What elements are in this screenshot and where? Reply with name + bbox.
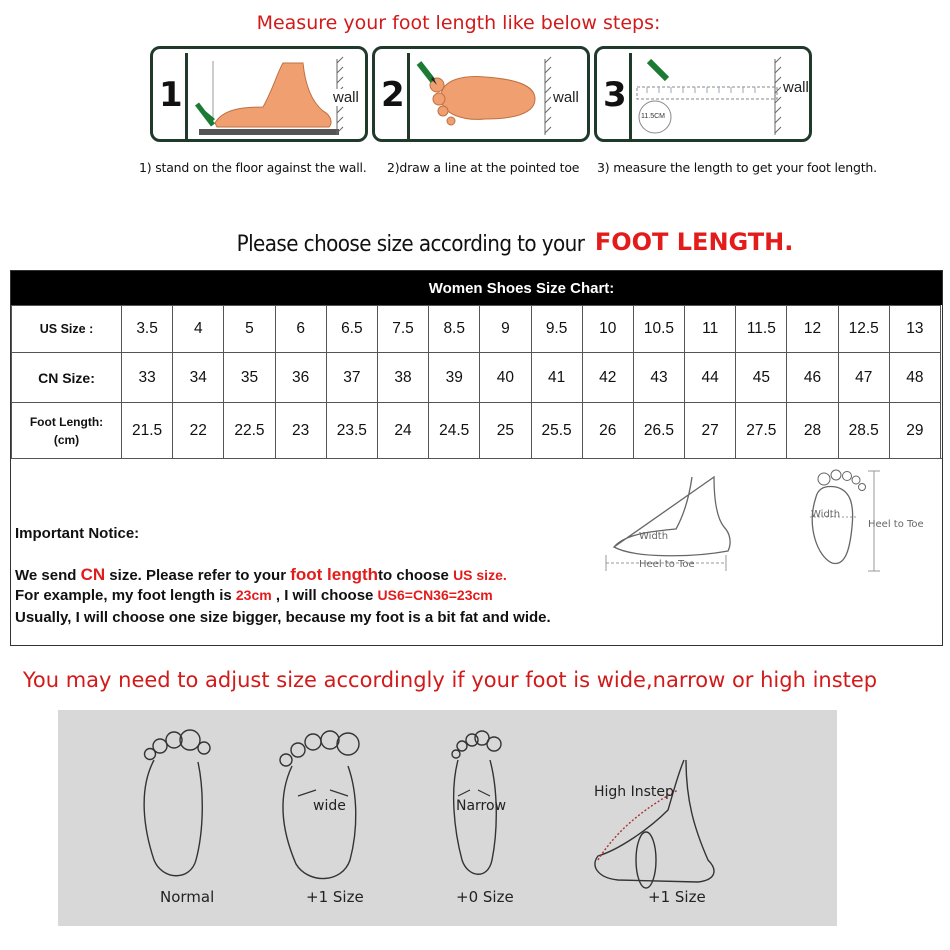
foot-length-cell: 22 — [173, 403, 224, 459]
cn-size-cell: 41 — [531, 353, 582, 403]
cn-size-cell: 47 — [838, 353, 889, 403]
high-instep-label: High Instep — [594, 784, 674, 800]
notice-2c: , I will choose — [271, 587, 378, 604]
notice-title: Important Notice: — [15, 525, 140, 542]
us-size-cell: 6 — [275, 306, 326, 353]
cn-size-cell: 35 — [224, 353, 275, 403]
notice-1e: to choose — [378, 567, 454, 584]
notice-line-3: Usually, I will choose one size bigger, because my foot is a bit fat and wide. — [15, 609, 551, 626]
narrow-label: Narrow — [456, 798, 507, 814]
notice-1f: US size. — [453, 567, 507, 583]
foot-length-cell: 23 — [275, 403, 326, 459]
us-size-cell: 4 — [173, 306, 224, 353]
us-size-cell: 12 — [787, 306, 838, 353]
high-instep-caption: +1 Size — [648, 888, 706, 906]
diagram-width-label-top: Width — [811, 509, 841, 520]
step-2-panel — [372, 46, 590, 142]
notice-line-2 — [15, 587, 493, 604]
foot-length-cell: 25.5 — [531, 403, 582, 459]
us-size-label: US Size : — [12, 306, 122, 353]
foot-length-cell: 28.5 — [838, 403, 889, 459]
foot-length-unit: (cm) — [53, 432, 80, 447]
step-3-wall-label: wall — [783, 79, 809, 96]
diagram-heel-to-toe-label-top: Heel to Toe — [868, 519, 924, 530]
foot-length-cell: 26.5 — [633, 403, 684, 459]
adjust-size-title: You may need to adjust size accordingly if your foot is wide,narrow or high instep — [22, 668, 878, 692]
foot-length-cell: 21.5 — [122, 403, 173, 459]
cn-size-cell: 40 — [480, 353, 531, 403]
cn-size-cell: 45 — [736, 353, 787, 403]
cn-size-cell: 44 — [685, 353, 736, 403]
notice-1d: foot length — [290, 565, 379, 584]
us-size-cell: 13 — [889, 306, 940, 353]
us-size-cell: 5 — [224, 306, 275, 353]
size-table — [11, 305, 941, 459]
important-notice — [11, 458, 942, 646]
notice-2b: 23cm — [235, 587, 272, 603]
step-3-panel — [594, 46, 812, 142]
wide-label: wide — [313, 798, 346, 814]
size-chart — [10, 270, 943, 646]
cn-size-cell: 36 — [275, 353, 326, 403]
us-size-cell: 10.5 — [633, 306, 684, 353]
us-size-cell: 6.5 — [326, 306, 377, 353]
cn-size-cell: 33 — [122, 353, 173, 403]
foot-length-cell: 26 — [582, 403, 633, 459]
step-1-panel — [150, 46, 368, 142]
us-size-cell: 9 — [480, 306, 531, 353]
us-size-cell: 7.5 — [377, 306, 428, 353]
us-size-cell: 11.5 — [736, 306, 787, 353]
step-1-caption: 1) stand on the floor against the wall. — [139, 160, 367, 175]
step-1-wall-label: wall — [333, 89, 359, 106]
us-size-row — [12, 306, 941, 353]
notice-line-1 — [15, 565, 507, 585]
cn-size-cell: 48 — [889, 353, 940, 403]
diagram-width-label-side: Width — [639, 531, 669, 542]
notice-2d: US6=CN36=23cm — [377, 587, 493, 603]
foot-length-cell: 25 — [480, 403, 531, 459]
foot-length-cell: 27 — [685, 403, 736, 459]
normal-caption: Normal — [160, 888, 215, 906]
foot-length-cell: 24 — [377, 403, 428, 459]
us-size-cell: 10 — [582, 306, 633, 353]
cn-size-label: CN Size: — [12, 353, 122, 403]
us-size-cell: 3.5 — [122, 306, 173, 353]
cn-size-cell: 38 — [377, 353, 428, 403]
cn-size-cell: 39 — [429, 353, 480, 403]
step-3-number: 3 — [603, 75, 627, 115]
notice-2a: For example, my foot length is — [15, 587, 236, 604]
step-2-number: 2 — [381, 75, 405, 115]
diagram-heel-to-toe-label-side: Heel to Toe — [639, 559, 695, 570]
narrow-caption: +0 Size — [456, 888, 514, 906]
step-1-number: 1 — [159, 75, 183, 115]
measure-title: Measure your foot length like below steps: — [256, 12, 661, 34]
us-size-cell: 12.5 — [838, 306, 889, 353]
us-size-cell: 11 — [685, 306, 736, 353]
foot-length-cell: 23.5 — [326, 403, 377, 459]
us-size-cell: 8.5 — [429, 306, 480, 353]
cn-size-cell: 46 — [787, 353, 838, 403]
foot-length-cell: 24.5 — [429, 403, 480, 459]
step-2-caption: 2)draw a line at the pointed toe — [387, 160, 580, 175]
step-3-illustration — [597, 49, 812, 142]
foot-length-label-text: Foot Length: — [29, 414, 104, 429]
wide-caption: +1 Size — [306, 888, 364, 906]
foot-length-cell: 27.5 — [736, 403, 787, 459]
foot-length-cell: 29 — [889, 403, 940, 459]
foot-length-cell: 22.5 — [224, 403, 275, 459]
foot-types-panel — [58, 710, 837, 926]
notice-1c: size. Please refer to your — [105, 567, 291, 584]
cn-size-row — [12, 353, 941, 403]
cn-size-cell: 37 — [326, 353, 377, 403]
size-chart-title: Women Shoes Size Chart: — [11, 271, 942, 305]
step-3-ruler-mark: 11.5CM — [641, 113, 665, 120]
cn-size-cell: 34 — [173, 353, 224, 403]
choose-size-lead: Please choose size according to your — [236, 229, 585, 257]
foot-length-cell: 28 — [787, 403, 838, 459]
step-3-caption: 3) measure the length to get your foot length. — [597, 160, 877, 175]
choose-size-heading — [0, 228, 950, 256]
foot-length-label — [12, 403, 122, 459]
foot-length-row — [12, 403, 941, 459]
notice-1a: We send — [15, 567, 81, 584]
cn-size-cell: 42 — [582, 353, 633, 403]
us-size-cell: 9.5 — [531, 306, 582, 353]
notice-1b: CN — [80, 565, 106, 584]
cn-size-cell: 43 — [633, 353, 684, 403]
foot-length-emphasis: FOOT LENGTH. — [594, 228, 794, 256]
step-2-wall-label: wall — [553, 89, 579, 106]
